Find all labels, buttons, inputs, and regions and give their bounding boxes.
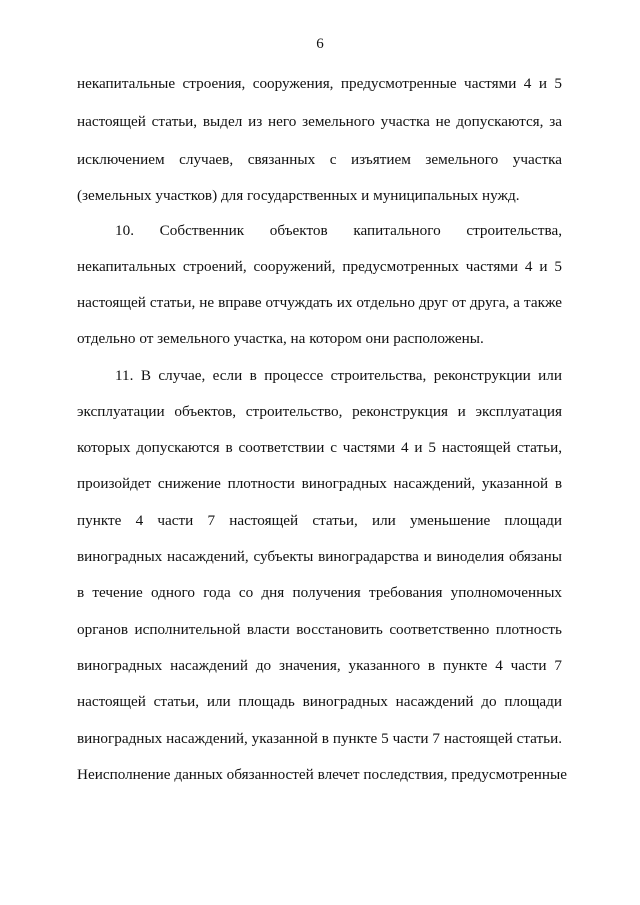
text-line: некапитальных строений, сооружений, предусмотренных частями 4 и 5 [77,258,562,275]
text-line: виноградных насаждений, субъекты виноградарства и виноделия обязаны [77,548,562,565]
text-line: настоящей статьи, или площадь виноградных насаждений до площади [77,693,562,710]
text-line: виноградных насаждений до значения, указанного в пункте 4 части 7 [77,657,562,674]
paragraph-11-first-line: 11. В случае, если в процессе строительства, реконструкции или [115,367,562,384]
text-line: настоящей статьи, не вправе отчуждать их отдельно друг от друга, а также [77,294,562,311]
text-line: настоящей статьи, выдел из него земельного участка не допускаются, за [77,113,562,130]
text-line: которых допускаются в соответствии с частями 4 и 5 настоящей статьи, [77,439,562,456]
text-line: (земельных участков) для государственных и муниципальных нужд. [77,187,520,204]
paragraph-10-first-line: 10. Собственник объектов капитального строительства, [115,222,562,239]
text-line: Неисполнение данных обязанностей влечет последствия, предусмотренные [77,766,567,783]
text-line: органов исполнительной власти восстановить соответственно плотность [77,621,562,638]
text-line: виноградных насаждений, указанной в пункте 5 части 7 настоящей статьи. [77,730,562,747]
text-line: произойдет снижение плотности виноградных насаждений, указанной в [77,475,562,492]
text-line: пункте 4 части 7 настоящей статьи, или уменьшение площади [77,512,562,529]
text-line: в течение одного года со дня получения требования уполномоченных [77,584,562,601]
text-line: исключением случаев, связанных с изъятием земельного участка [77,151,562,168]
text-line: отдельно от земельного участка, на котором они расположены. [77,330,484,347]
page-number: 6 [316,36,324,52]
text-line: некапитальные строения, сооружения, предусмотренные частями 4 и 5 [77,75,562,92]
text-line: эксплуатации объектов, строительство, реконструкция и эксплуатация [77,403,562,420]
